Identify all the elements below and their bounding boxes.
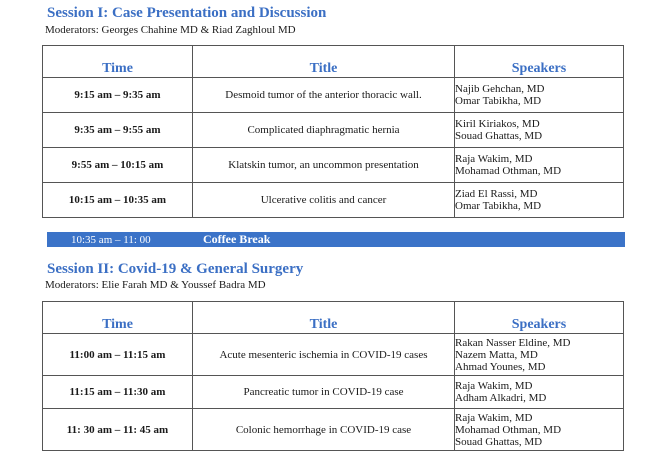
speaker-name: Kiril Kiriakos, MD bbox=[455, 118, 540, 130]
table-row bbox=[43, 78, 624, 113]
speaker-name: Raja Wakim, MD bbox=[455, 153, 533, 165]
speakers-cell bbox=[455, 183, 624, 218]
speaker-name: Omar Tabikha, MD bbox=[455, 200, 542, 212]
speaker-name: Souad Ghattas, MD bbox=[455, 130, 543, 142]
time-header: Time bbox=[43, 302, 193, 334]
time-cell: 11:15 am – 11:30 am bbox=[43, 376, 193, 409]
time-header: Time bbox=[43, 46, 193, 78]
speaker-name: Souad Ghattas, MD bbox=[455, 435, 543, 448]
time-cell: 11:00 am – 11:15 am bbox=[43, 334, 193, 376]
speakers-header: Speakers bbox=[455, 46, 624, 78]
speaker-name: Adham Alkadri, MD bbox=[455, 392, 547, 404]
title-cell: Complicated diaphragmatic hernia bbox=[193, 113, 455, 148]
table-header-row bbox=[43, 302, 624, 334]
speaker-name: Ziad El Rassi, MD bbox=[455, 188, 538, 200]
speakers-header: Speakers bbox=[455, 302, 624, 334]
speakers-cell bbox=[455, 78, 624, 113]
table-row bbox=[43, 113, 624, 148]
speaker-name: Ahmad Younes, MD bbox=[455, 360, 546, 373]
title-cell: Pancreatic tumor in COVID-19 case bbox=[193, 376, 455, 409]
title-cell: Desmoid tumor of the anterior thoracic wall. bbox=[193, 78, 455, 113]
session-1-title: Session I: Case Presentation and Discussion bbox=[47, 5, 327, 21]
speakers-cell bbox=[455, 409, 624, 451]
table-row bbox=[43, 409, 624, 451]
title-cell: Colonic hemorrhage in COVID-19 case bbox=[193, 409, 455, 451]
time-cell: 10:15 am – 10:35 am bbox=[43, 183, 193, 218]
speakers-cell bbox=[455, 148, 624, 183]
speaker-name: Rakan Nasser Eldine, MD bbox=[455, 336, 571, 349]
session-2-rows bbox=[43, 334, 624, 451]
time-cell: 9:15 am – 9:35 am bbox=[43, 78, 193, 113]
table-row bbox=[43, 183, 624, 218]
table-row bbox=[43, 376, 624, 409]
session-2-table bbox=[42, 301, 624, 451]
coffee-break-bar bbox=[47, 232, 625, 247]
title-header: Title bbox=[193, 46, 455, 78]
speakers-cell bbox=[455, 376, 624, 409]
time-cell: 11: 30 am – 11: 45 am bbox=[43, 409, 193, 451]
title-cell: Ulcerative colitis and cancer bbox=[193, 183, 455, 218]
speaker-name: Nazem Matta, MD bbox=[455, 348, 538, 361]
speakers-cell bbox=[455, 113, 624, 148]
table-header-row bbox=[43, 46, 624, 78]
title-cell: Acute mesenteric ischemia in COVID-19 cases bbox=[193, 334, 455, 376]
speaker-name: Raja Wakim, MD bbox=[455, 380, 533, 392]
speaker-name: Omar Tabikha, MD bbox=[455, 95, 542, 107]
speaker-name: Mohamad Othman, MD bbox=[455, 423, 562, 436]
session-1-table bbox=[42, 45, 624, 218]
session-2-moderators: Moderators: Elie Farah MD & Youssef Badra MD bbox=[45, 279, 266, 291]
table-row bbox=[43, 148, 624, 183]
speaker-name: Najib Gehchan, MD bbox=[455, 83, 545, 95]
session-2-title: Session II: Covid-19 & General Surgery bbox=[47, 261, 304, 277]
coffee-break-label: Coffee Break bbox=[203, 232, 271, 246]
time-cell: 9:55 am – 10:15 am bbox=[43, 148, 193, 183]
speaker-name: Raja Wakim, MD bbox=[455, 411, 533, 424]
time-cell: 9:35 am – 9:55 am bbox=[43, 113, 193, 148]
session-1-moderators: Moderators: Georges Chahine MD & Riad Zaghloul MD bbox=[45, 24, 296, 36]
coffee-break-time: 10:35 am – 11: 00 bbox=[71, 234, 151, 246]
session-1-rows bbox=[43, 78, 624, 218]
speakers-cell bbox=[455, 334, 624, 376]
speaker-name: Mohamad Othman, MD bbox=[455, 165, 562, 177]
table-row bbox=[43, 334, 624, 376]
title-cell: Klatskin tumor, an uncommon presentation bbox=[193, 148, 455, 183]
title-header: Title bbox=[193, 302, 455, 334]
